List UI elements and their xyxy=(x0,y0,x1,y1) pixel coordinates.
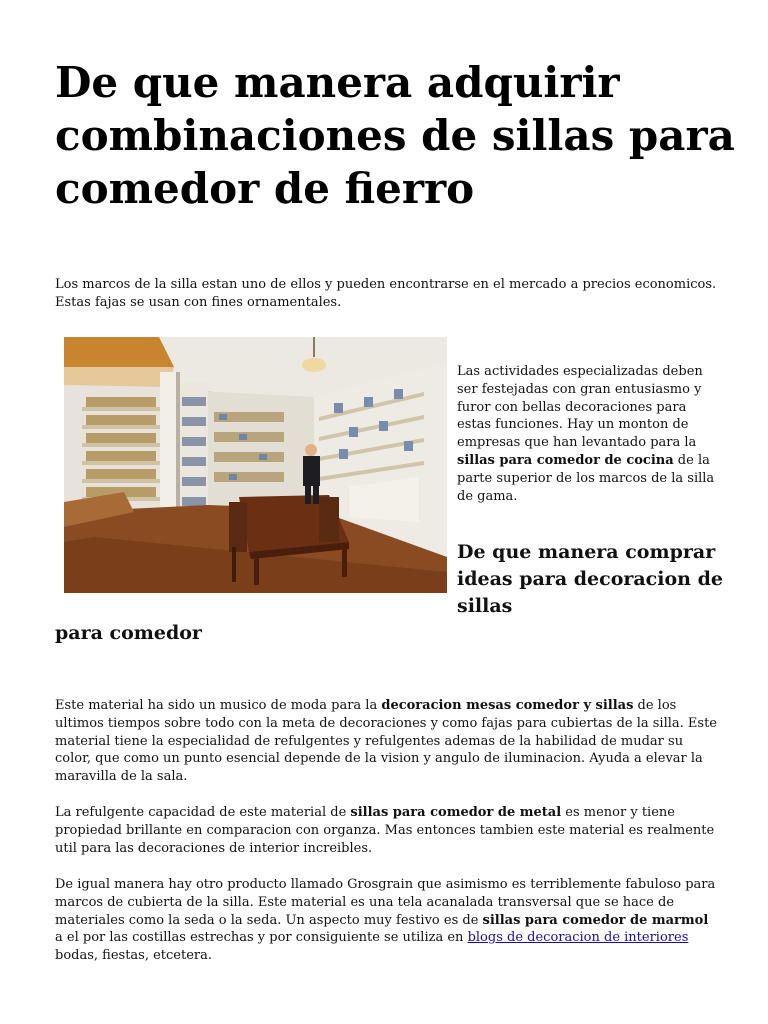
p3-keyword: sillas para comedor de marmol xyxy=(482,912,709,928)
section-heading-continued: para comedor xyxy=(55,622,202,644)
side-text-1: Las actividades especializadas deben ser festejadas con gran entusiasmo y furor con bellas decoraciones para estas funciones. Hay un monton de empresas que han levantado para la xyxy=(457,364,703,451)
p2-text-1: La refulgente capacidad de este material de xyxy=(55,805,351,820)
intro-paragraph: Los marcos de la silla estan uno de ellos y pueden encontrarse en el mercado a precios economicos. Estas fajas se usan con fines ornamentales. xyxy=(55,277,717,310)
side-keyword: sillas para comedor de cocina xyxy=(457,452,674,468)
p3-text-1: De igual manera hay otro producto llamado Grosgrain que asimismo es terriblemente fabuloso para marcos de cubierta de la silla. Este material es una tela acanalada transversal que se hace de materiales como la seda o la seda. Un aspecto muy festivo es de xyxy=(55,877,716,928)
page-title: De que manera adquirir combinaciones de sillas para comedor de fierro xyxy=(55,58,735,213)
p3-text-3: bodas, fiestas, etcetera. xyxy=(55,948,213,964)
p1-keyword: decoracion mesas comedor y sillas xyxy=(381,698,634,713)
side-text-2: de la parte superior de los marcos de la silla de gama. xyxy=(457,452,715,504)
body-paragraph-3 xyxy=(55,876,720,965)
side-paragraph xyxy=(457,363,717,505)
dining-room-photo xyxy=(64,337,447,593)
p2-keyword: sillas para comedor de metal xyxy=(350,805,562,820)
decoration-blogs-link[interactable]: blogs de decoracion de interiores xyxy=(467,930,689,946)
p3-text-2: a el por las costillas estrechas y por consiguiente se utiliza en xyxy=(55,930,468,946)
body-paragraph-1 xyxy=(55,697,720,786)
p1-text-2: de los ultimos tiempos sobre todo con la meta de decoraciones y como fajas para cubiertas de la silla. Este material tiene la especialidad de refulgentes y refulgentes ademas de la habilidad de mudar su color, que como un punto esencial depende de la vision y angulo de iluminacion. Ayuda a elevar la maravilla de la sala. xyxy=(55,698,717,785)
p2-text-2: es menor y tiene propiedad brillante en comparacion con organza. Mas entonces tambien este material es realmente util para las decoraciones de interior increibles. xyxy=(55,805,715,856)
body-paragraph-2 xyxy=(55,804,720,857)
p1-text-1: Este material ha sido un musico de moda para la xyxy=(55,698,382,713)
section-heading: De que manera comprar ideas para decoracion de sillas xyxy=(457,541,723,617)
